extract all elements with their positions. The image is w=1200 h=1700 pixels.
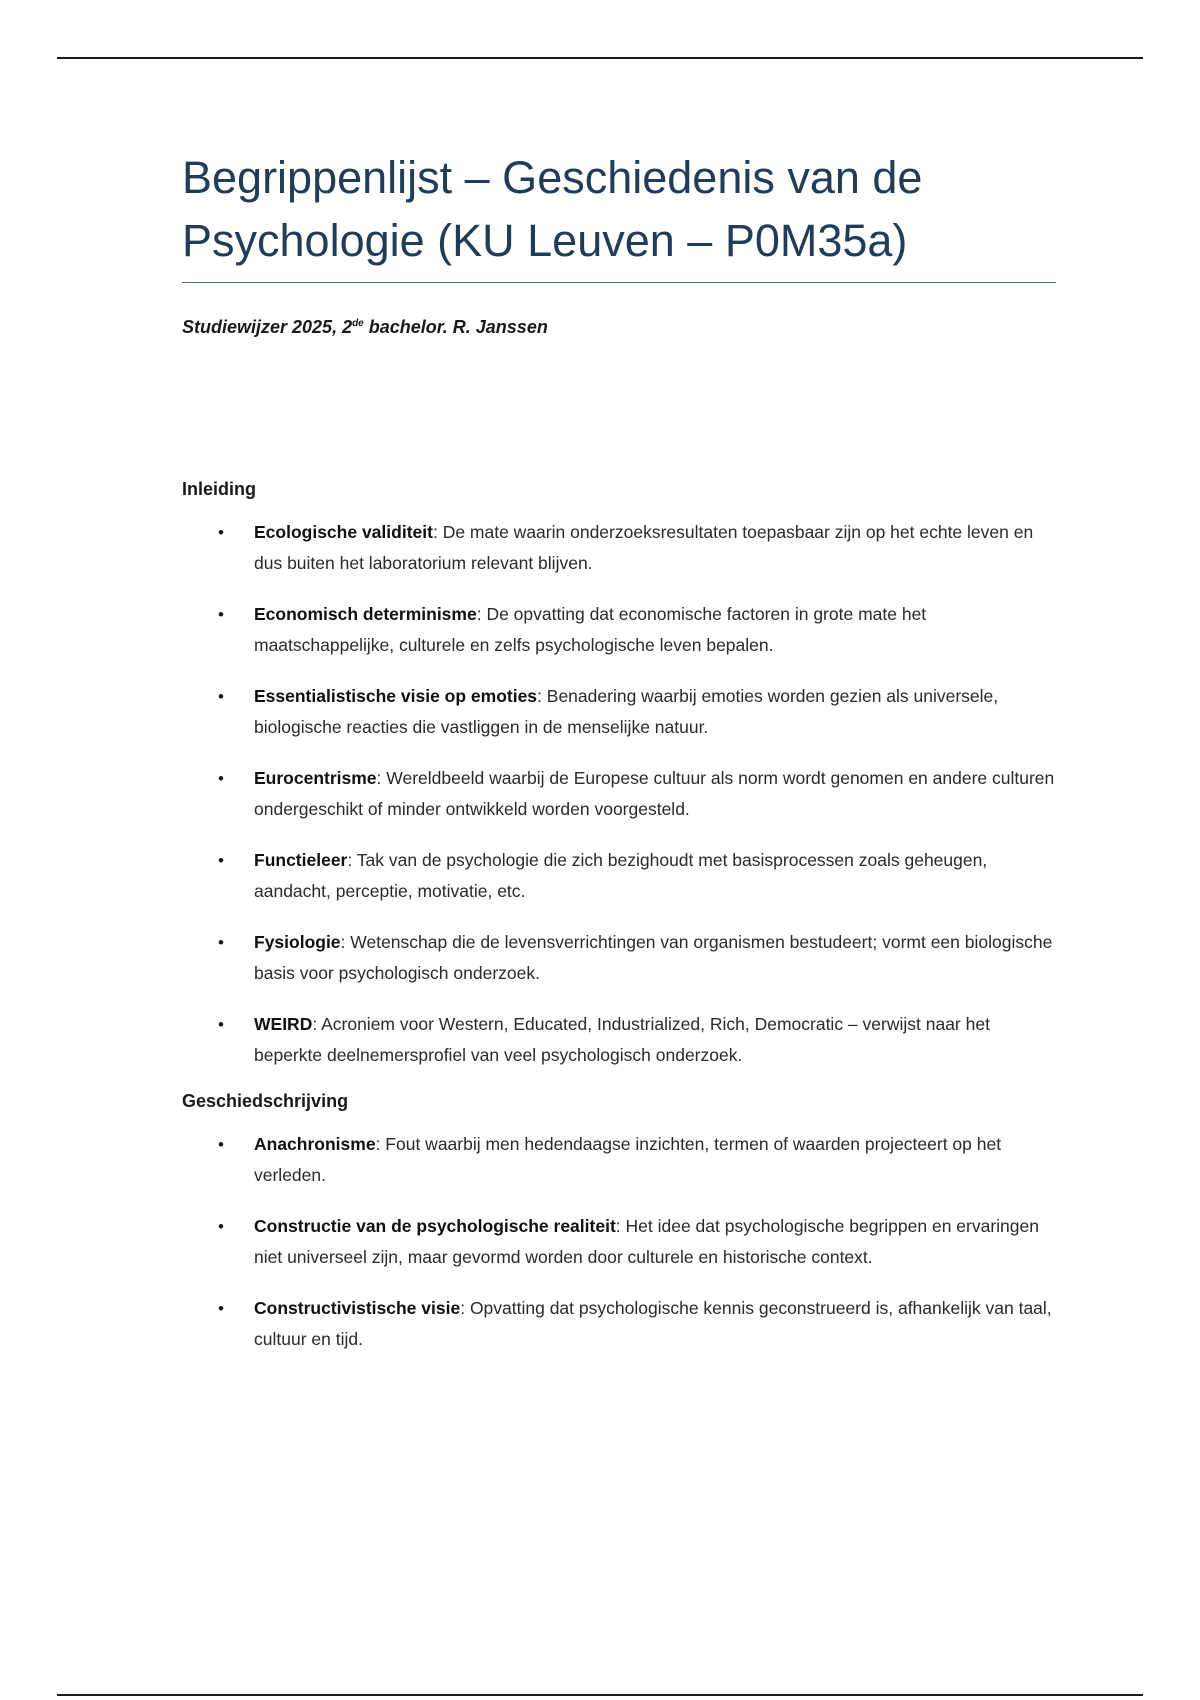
document-title: Begrippenlijst – Geschiedenis van de Psychologie (KU Leuven – P0M35a) xyxy=(182,146,1056,283)
term-definition: De mate waarin onderzoeksresultaten toepasbaar zijn op het echte leven en dus buiten het laboratorium relevant blijven. xyxy=(254,522,1034,573)
list-item: • Ecologische validiteit: De mate waarin onderzoeksresultaten toepasbaar zijn op het echte leven en dus buiten het laboratorium relevant blijven. xyxy=(182,517,1056,579)
term-name: Economisch determinisme xyxy=(254,604,477,624)
term-list-geschiedschrijving xyxy=(182,1129,1056,1355)
list-item: • Functieleer: Tak van de psychologie die zich bezighoudt met basisprocessen zoals geheugen, aandacht, perceptie, motivatie, etc. xyxy=(182,845,1056,907)
term-name: Fysiologie xyxy=(254,932,341,952)
list-item: • Eurocentrisme: Wereldbeeld waarbij de Europese cultuur als norm wordt genomen en andere culturen ondergeschikt of minder ontwikkeld worden voorgesteld. xyxy=(182,763,1056,825)
section-heading-geschiedschrijving: Geschiedschrijving xyxy=(182,1091,349,1111)
bullet-icon: • xyxy=(218,687,224,706)
term-definition: Opvatting dat psychologische kennis geconstrueerd is, afhankelijk van taal, cultuur en tijd. xyxy=(254,1298,1052,1349)
document-body xyxy=(182,146,1056,1375)
term-name: WEIRD xyxy=(254,1014,313,1034)
term-definition: Wetenschap die de levensverrichtingen van organismen bestudeert; vormt een biologische basis voor psychologisch onderzoek. xyxy=(254,932,1053,983)
bullet-icon: • xyxy=(218,1015,224,1034)
list-item: • Fysiologie: Wetenschap die de levensverrichtingen van organismen bestudeert; vormt een biologische basis voor psychologisch onderzoek. xyxy=(182,927,1056,989)
bullet-icon: • xyxy=(218,523,224,542)
term-name: Eurocentrisme xyxy=(254,768,377,788)
term-definition: Benadering waarbij emoties worden gezien als universele, biologische reacties die vastliggen in de menselijke natuur. xyxy=(254,686,999,737)
subtitle-superscript: de xyxy=(352,318,364,329)
term-name: Essentialistische visie op emoties xyxy=(254,686,538,706)
list-item: • WEIRD: Acroniem voor Western, Educated, Industrialized, Rich, Democratic – verwijst naar het beperkte deelnemersprofiel van veel psychologisch onderzoek. xyxy=(182,1009,1056,1071)
bullet-icon: • xyxy=(218,1217,224,1236)
term-list-inleiding xyxy=(182,517,1056,1071)
bullet-icon: • xyxy=(218,769,224,788)
term-definition: Het idee dat psychologische begrippen en ervaringen niet universeel zijn, maar gevormd worden door culturele en historische context. xyxy=(254,1216,1039,1267)
term-definition: Acroniem voor Western, Educated, Industrialized, Rich, Democratic – verwijst naar het beperkte deelnemersprofiel van veel psychologisch onderzoek. xyxy=(254,1014,990,1065)
term-name: Functieleer xyxy=(254,850,348,870)
page-top-rule xyxy=(57,57,1143,59)
list-item: • Economisch determinisme: De opvatting dat economische factoren in grote mate het maatschappelijke, culturele en zelfs psychologische leven bepalen. xyxy=(182,599,1056,661)
term-name: Constructie van de psychologische realiteit xyxy=(254,1216,616,1236)
section-heading-inleiding: Inleiding xyxy=(182,479,256,499)
term-name: Constructivistische visie xyxy=(254,1298,461,1318)
bullet-icon: • xyxy=(218,933,224,952)
subtitle-text-rest: bachelor. R. Janssen xyxy=(363,317,548,337)
bullet-icon: • xyxy=(218,1135,224,1154)
subtitle-text: Studiewijzer 2025, 2 xyxy=(182,317,353,337)
bullet-icon: • xyxy=(218,1299,224,1318)
term-name: Anachronisme xyxy=(254,1134,376,1154)
bullet-icon: • xyxy=(218,605,224,624)
list-item: • Essentialistische visie op emoties: Benadering waarbij emoties worden gezien als universele, biologische reacties die vastliggen in de menselijke natuur. xyxy=(182,681,1056,743)
list-item: • Constructie van de psychologische realiteit: Het idee dat psychologische begrippen en ervaringen niet universeel zijn, maar gevormd worden door culturele en historische context. xyxy=(182,1211,1056,1273)
list-item: • Anachronisme: Fout waarbij men hedendaagse inzichten, termen of waarden projecteert op het verleden. xyxy=(182,1129,1056,1191)
term-definition: De opvatting dat economische factoren in grote mate het maatschappelijke, culturele en zelfs psychologische leven bepalen. xyxy=(254,604,927,655)
document-subtitle xyxy=(182,317,1056,338)
term-definition: Tak van de psychologie die zich bezighoudt met basisprocessen zoals geheugen, aandacht, perceptie, motivatie, etc. xyxy=(254,850,988,901)
term-definition: Fout waarbij men hedendaagse inzichten, termen of waarden projecteert op het verleden. xyxy=(254,1134,1002,1185)
bullet-icon: • xyxy=(218,851,224,870)
list-item: • Constructivistische visie: Opvatting dat psychologische kennis geconstrueerd is, afhankelijk van taal, cultuur en tijd. xyxy=(182,1293,1056,1355)
page-bottom-rule xyxy=(57,1694,1143,1696)
term-definition: Wereldbeeld waarbij de Europese cultuur als norm wordt genomen en andere culturen ondergeschikt of minder ontwikkeld worden voorgesteld. xyxy=(254,768,1055,819)
term-name: Ecologische validiteit xyxy=(254,522,433,542)
